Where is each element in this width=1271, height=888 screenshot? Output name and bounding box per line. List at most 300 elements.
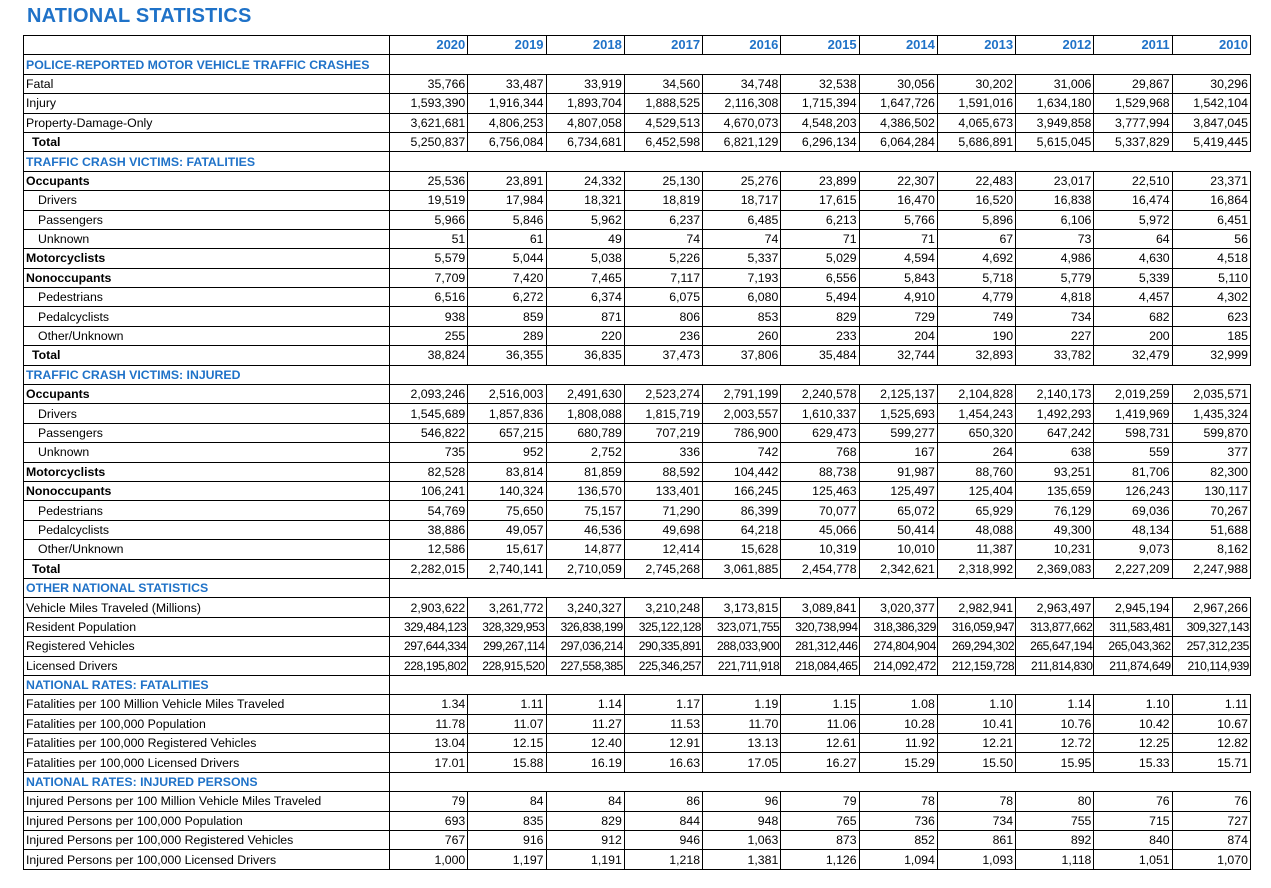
value-cell: 328,329,953 — [468, 617, 546, 636]
row-label: Resident Population — [24, 617, 390, 636]
value-cell: 104,442 — [703, 462, 781, 481]
value-cell: 227,558,385 — [546, 656, 624, 675]
value-cell: 1.11 — [1172, 695, 1250, 714]
value-cell: 34,748 — [703, 74, 781, 93]
value-cell: 10,319 — [781, 540, 859, 559]
value-cell: 5,038 — [546, 249, 624, 268]
value-cell: 23,017 — [1016, 171, 1094, 190]
value-cell: 22,510 — [1094, 171, 1172, 190]
value-cell: 88,760 — [937, 462, 1015, 481]
value-cell: 167 — [859, 443, 937, 462]
value-cell: 4,518 — [1172, 249, 1250, 268]
value-cell: 228,195,802 — [390, 656, 468, 675]
value-cell: 5,615,045 — [1016, 132, 1094, 151]
value-cell: 32,893 — [937, 346, 1015, 365]
value-cell: 73 — [1016, 229, 1094, 248]
value-cell: 81,859 — [546, 462, 624, 481]
value-cell: 734 — [937, 811, 1015, 830]
value-cell: 32,538 — [781, 74, 859, 93]
total-row — [24, 346, 1251, 365]
value-cell: 65,929 — [937, 501, 1015, 520]
value-cell: 2,282,015 — [390, 559, 468, 578]
value-cell: 5,766 — [859, 210, 937, 229]
value-cell: 297,644,334 — [390, 637, 468, 656]
section-spacer-cell — [1094, 365, 1172, 384]
value-cell: 2,125,137 — [859, 385, 937, 404]
value-cell: 1,454,243 — [937, 404, 1015, 423]
value-cell: 1,715,394 — [781, 94, 859, 113]
value-cell: 829 — [781, 307, 859, 326]
value-cell: 65,072 — [859, 501, 937, 520]
section-spacer-cell — [546, 152, 624, 171]
value-cell: 6,821,129 — [703, 132, 781, 151]
value-cell: 5,044 — [468, 249, 546, 268]
value-cell: 336 — [624, 443, 702, 462]
row-label: Passengers — [24, 423, 390, 442]
value-cell: 265,043,362 — [1094, 637, 1172, 656]
value-cell: 2,227,209 — [1094, 559, 1172, 578]
value-cell: 2,116,308 — [703, 94, 781, 113]
value-cell: 9,073 — [1094, 540, 1172, 559]
value-cell: 873 — [781, 831, 859, 850]
value-cell: 326,838,199 — [546, 617, 624, 636]
value-cell: 38,824 — [390, 346, 468, 365]
year-header: 2017 — [624, 36, 702, 55]
year-header: 2019 — [468, 36, 546, 55]
value-cell: 1,591,016 — [937, 94, 1015, 113]
value-cell: 10.67 — [1172, 714, 1250, 733]
data-row — [24, 481, 1251, 500]
value-cell: 126,243 — [1094, 481, 1172, 500]
value-cell: 912 — [546, 831, 624, 850]
row-label: Other/Unknown — [24, 540, 390, 559]
value-cell: 74 — [703, 229, 781, 248]
value-cell: 3,949,858 — [1016, 113, 1094, 132]
value-cell: 25,130 — [624, 171, 702, 190]
value-cell: 650,320 — [937, 423, 1015, 442]
value-cell: 61 — [468, 229, 546, 248]
value-cell: 11.78 — [390, 714, 468, 733]
value-cell: 4,594 — [859, 249, 937, 268]
section-spacer-cell — [468, 152, 546, 171]
value-cell: 3,210,248 — [624, 598, 702, 617]
value-cell: 852 — [859, 831, 937, 850]
value-cell: 948 — [703, 811, 781, 830]
value-cell: 49,698 — [624, 520, 702, 539]
value-cell: 12,414 — [624, 540, 702, 559]
section-spacer-cell — [624, 772, 702, 791]
value-cell: 22,483 — [937, 171, 1015, 190]
value-cell: 281,312,446 — [781, 637, 859, 656]
value-cell: 71 — [859, 229, 937, 248]
value-cell: 7,709 — [390, 268, 468, 287]
section-header-row — [24, 152, 1251, 171]
section-spacer-cell — [1094, 772, 1172, 791]
value-cell: 18,819 — [624, 191, 702, 210]
value-cell: 309,327,143 — [1172, 617, 1250, 636]
row-label: Nonoccupants — [24, 268, 390, 287]
value-cell: 220 — [546, 326, 624, 345]
value-cell: 2,516,003 — [468, 385, 546, 404]
year-header: 2013 — [937, 36, 1015, 55]
value-cell: 51,688 — [1172, 520, 1250, 539]
data-row — [24, 113, 1251, 132]
value-cell: 185 — [1172, 326, 1250, 345]
value-cell: 2,523,274 — [624, 385, 702, 404]
value-cell: 1,063 — [703, 831, 781, 850]
value-cell: 69,036 — [1094, 501, 1172, 520]
value-cell: 735 — [390, 443, 468, 462]
value-cell: 29,867 — [1094, 74, 1172, 93]
row-label: Occupants — [24, 171, 390, 190]
total-row — [24, 132, 1251, 151]
data-row — [24, 734, 1251, 753]
section-spacer-cell — [859, 152, 937, 171]
data-row — [24, 385, 1251, 404]
value-cell: 10.76 — [1016, 714, 1094, 733]
data-row — [24, 94, 1251, 113]
value-cell: 6,106 — [1016, 210, 1094, 229]
value-cell: 1,070 — [1172, 850, 1250, 869]
value-cell: 546,822 — [390, 423, 468, 442]
year-header: 2020 — [390, 36, 468, 55]
value-cell: 17.05 — [703, 753, 781, 772]
section-spacer-cell — [859, 772, 937, 791]
value-cell: 70,267 — [1172, 501, 1250, 520]
value-cell: 11,387 — [937, 540, 1015, 559]
value-cell: 32,744 — [859, 346, 937, 365]
value-cell: 736 — [859, 811, 937, 830]
value-cell: 16.27 — [781, 753, 859, 772]
section-spacer-cell — [1172, 675, 1250, 694]
row-label: Pedestrians — [24, 501, 390, 520]
value-cell: 265,647,194 — [1016, 637, 1094, 656]
value-cell: 4,457 — [1094, 288, 1172, 307]
value-cell: 3,173,815 — [703, 598, 781, 617]
value-cell: 12.21 — [937, 734, 1015, 753]
value-cell: 35,484 — [781, 346, 859, 365]
data-row — [24, 792, 1251, 811]
value-cell: 6,556 — [781, 268, 859, 287]
data-row — [24, 288, 1251, 307]
data-row — [24, 462, 1251, 481]
value-cell: 2,240,578 — [781, 385, 859, 404]
value-cell: 31,006 — [1016, 74, 1094, 93]
value-cell: 5,896 — [937, 210, 1015, 229]
value-cell: 12.82 — [1172, 734, 1250, 753]
value-cell: 75,650 — [468, 501, 546, 520]
value-cell: 4,692 — [937, 249, 1015, 268]
value-cell: 6,272 — [468, 288, 546, 307]
section-title: NATIONAL RATES: INJURED PERSONS — [24, 772, 390, 791]
data-row — [24, 423, 1251, 442]
section-spacer-cell — [390, 55, 468, 74]
section-spacer-cell — [937, 578, 1015, 597]
value-cell: 36,355 — [468, 346, 546, 365]
value-cell: 15.33 — [1094, 753, 1172, 772]
section-spacer-cell — [859, 675, 937, 694]
value-cell: 34,560 — [624, 74, 702, 93]
value-cell: 76 — [1172, 792, 1250, 811]
section-spacer-cell — [468, 578, 546, 597]
year-header-row — [24, 36, 1251, 55]
value-cell: 2,791,199 — [703, 385, 781, 404]
value-cell: 88,738 — [781, 462, 859, 481]
total-row — [24, 559, 1251, 578]
value-cell: 6,237 — [624, 210, 702, 229]
row-label: Fatalities per 100,000 Licensed Drivers — [24, 753, 390, 772]
value-cell: 49,057 — [468, 520, 546, 539]
value-cell: 46,536 — [546, 520, 624, 539]
value-cell: 24,332 — [546, 171, 624, 190]
value-cell: 1,545,689 — [390, 404, 468, 423]
value-cell: 2,140,173 — [1016, 385, 1094, 404]
data-row — [24, 249, 1251, 268]
value-cell: 13.04 — [390, 734, 468, 753]
year-header: 2018 — [546, 36, 624, 55]
value-cell: 729 — [859, 307, 937, 326]
value-cell: 1.15 — [781, 695, 859, 714]
section-spacer-cell — [624, 152, 702, 171]
section-spacer-cell — [624, 675, 702, 694]
value-cell: 54,769 — [390, 501, 468, 520]
value-cell: 15.71 — [1172, 753, 1250, 772]
value-cell: 4,670,073 — [703, 113, 781, 132]
section-spacer-cell — [390, 772, 468, 791]
value-cell: 289 — [468, 326, 546, 345]
value-cell: 88,592 — [624, 462, 702, 481]
value-cell: 49 — [546, 229, 624, 248]
value-cell: 233 — [781, 326, 859, 345]
value-cell: 1,815,719 — [624, 404, 702, 423]
value-cell: 35,766 — [390, 74, 468, 93]
value-cell: 2,104,828 — [937, 385, 1015, 404]
section-header-row — [24, 365, 1251, 384]
section-spacer-cell — [1016, 365, 1094, 384]
data-row — [24, 617, 1251, 636]
value-cell: 3,777,994 — [1094, 113, 1172, 132]
value-cell: 79 — [781, 792, 859, 811]
section-spacer-cell — [703, 578, 781, 597]
value-cell: 892 — [1016, 831, 1094, 850]
row-label: Unknown — [24, 229, 390, 248]
section-spacer-cell — [781, 55, 859, 74]
section-spacer-cell — [781, 152, 859, 171]
value-cell: 1.17 — [624, 695, 702, 714]
value-cell: 290,335,891 — [624, 637, 702, 656]
value-cell: 274,804,904 — [859, 637, 937, 656]
value-cell: 5,339 — [1094, 268, 1172, 287]
value-cell: 2,945,194 — [1094, 598, 1172, 617]
value-cell: 7,420 — [468, 268, 546, 287]
value-cell: 11.07 — [468, 714, 546, 733]
year-header: 2014 — [859, 36, 937, 55]
value-cell: 299,267,114 — [468, 637, 546, 656]
value-cell: 15,617 — [468, 540, 546, 559]
value-cell: 10,010 — [859, 540, 937, 559]
data-row — [24, 753, 1251, 772]
value-cell: 861 — [937, 831, 1015, 850]
value-cell: 70,077 — [781, 501, 859, 520]
value-cell: 7,193 — [703, 268, 781, 287]
value-cell: 4,529,513 — [624, 113, 702, 132]
row-label: Other/Unknown — [24, 326, 390, 345]
value-cell: 3,621,681 — [390, 113, 468, 132]
value-cell: 218,084,465 — [781, 656, 859, 675]
value-cell: 10,231 — [1016, 540, 1094, 559]
value-cell: 5,494 — [781, 288, 859, 307]
row-label: Nonoccupants — [24, 481, 390, 500]
value-cell: 297,036,214 — [546, 637, 624, 656]
value-cell: 4,779 — [937, 288, 1015, 307]
value-cell: 1.14 — [546, 695, 624, 714]
value-cell: 693 — [390, 811, 468, 830]
value-cell: 3,240,327 — [546, 598, 624, 617]
value-cell: 952 — [468, 443, 546, 462]
value-cell: 76 — [1094, 792, 1172, 811]
value-cell: 1,435,324 — [1172, 404, 1250, 423]
value-cell: 6,516 — [390, 288, 468, 307]
value-cell: 4,910 — [859, 288, 937, 307]
value-cell: 3,020,377 — [859, 598, 937, 617]
data-row — [24, 598, 1251, 617]
value-cell: 84 — [546, 792, 624, 811]
year-header: 2016 — [703, 36, 781, 55]
value-cell: 6,734,681 — [546, 132, 624, 151]
value-cell: 6,756,084 — [468, 132, 546, 151]
value-cell: 1,916,344 — [468, 94, 546, 113]
value-cell: 225,346,257 — [624, 656, 702, 675]
row-label: Drivers — [24, 191, 390, 210]
value-cell: 19,519 — [390, 191, 468, 210]
value-cell: 707,219 — [624, 423, 702, 442]
value-cell: 598,731 — [1094, 423, 1172, 442]
value-cell: 12.15 — [468, 734, 546, 753]
section-spacer-cell — [468, 365, 546, 384]
value-cell: 125,463 — [781, 481, 859, 500]
value-cell: 4,986 — [1016, 249, 1094, 268]
section-spacer-cell — [937, 675, 1015, 694]
section-spacer-cell — [1094, 152, 1172, 171]
value-cell: 15.29 — [859, 753, 937, 772]
value-cell: 647,242 — [1016, 423, 1094, 442]
data-row — [24, 171, 1251, 190]
value-cell: 32,479 — [1094, 346, 1172, 365]
value-cell: 680,789 — [546, 423, 624, 442]
value-cell: 130,117 — [1172, 481, 1250, 500]
row-label: Property-Damage-Only — [24, 113, 390, 132]
value-cell: 2,982,941 — [937, 598, 1015, 617]
section-spacer-cell — [390, 675, 468, 694]
value-cell: 1,419,969 — [1094, 404, 1172, 423]
value-cell: 50,414 — [859, 520, 937, 539]
value-cell: 236 — [624, 326, 702, 345]
value-cell: 1,094 — [859, 850, 937, 869]
section-spacer-cell — [937, 152, 1015, 171]
section-title: TRAFFIC CRASH VICTIMS: INJURED — [24, 365, 390, 384]
value-cell: 78 — [937, 792, 1015, 811]
row-label: Fatal — [24, 74, 390, 93]
value-cell: 211,874,649 — [1094, 656, 1172, 675]
value-cell: 30,056 — [859, 74, 937, 93]
value-cell: 48,134 — [1094, 520, 1172, 539]
section-spacer-cell — [546, 578, 624, 597]
value-cell: 320,738,994 — [781, 617, 859, 636]
value-cell: 125,404 — [937, 481, 1015, 500]
data-row — [24, 229, 1251, 248]
section-title: TRAFFIC CRASH VICTIMS: FATALITIES — [24, 152, 390, 171]
value-cell: 5,966 — [390, 210, 468, 229]
value-cell: 212,159,728 — [937, 656, 1015, 675]
row-label: Occupants — [24, 385, 390, 404]
value-cell: 2,745,268 — [624, 559, 702, 578]
value-cell: 10.41 — [937, 714, 1015, 733]
value-cell: 829 — [546, 811, 624, 830]
value-cell: 5,718 — [937, 268, 1015, 287]
data-row — [24, 191, 1251, 210]
value-cell: 16,520 — [937, 191, 1015, 210]
value-cell: 5,337 — [703, 249, 781, 268]
value-cell: 227 — [1016, 326, 1094, 345]
value-cell: 767 — [390, 831, 468, 850]
section-spacer-cell — [1016, 578, 1094, 597]
data-row — [24, 656, 1251, 675]
data-row — [24, 520, 1251, 539]
row-label: Drivers — [24, 404, 390, 423]
value-cell: 15,628 — [703, 540, 781, 559]
value-cell: 623 — [1172, 307, 1250, 326]
section-spacer-cell — [1172, 578, 1250, 597]
section-spacer-cell — [1172, 152, 1250, 171]
section-spacer-cell — [781, 772, 859, 791]
section-spacer-cell — [703, 152, 781, 171]
value-cell: 11.70 — [703, 714, 781, 733]
value-cell: 5,686,891 — [937, 132, 1015, 151]
value-cell: 33,487 — [468, 74, 546, 93]
value-cell: 5,226 — [624, 249, 702, 268]
value-cell: 2,740,141 — [468, 559, 546, 578]
section-spacer-cell — [937, 772, 1015, 791]
value-cell: 3,089,841 — [781, 598, 859, 617]
data-row — [24, 210, 1251, 229]
value-cell: 6,064,284 — [859, 132, 937, 151]
value-cell: 5,250,837 — [390, 132, 468, 151]
value-cell: 682 — [1094, 307, 1172, 326]
value-cell: 559 — [1094, 443, 1172, 462]
value-cell: 33,919 — [546, 74, 624, 93]
value-cell: 1,893,704 — [546, 94, 624, 113]
value-cell: 6,080 — [703, 288, 781, 307]
value-cell: 36,835 — [546, 346, 624, 365]
row-label: Pedalcyclists — [24, 307, 390, 326]
row-label: Total — [24, 559, 390, 578]
value-cell: 6,452,598 — [624, 132, 702, 151]
section-spacer-cell — [859, 55, 937, 74]
value-cell: 874 — [1172, 831, 1250, 850]
value-cell: 16,838 — [1016, 191, 1094, 210]
section-spacer-cell — [781, 578, 859, 597]
value-cell: 5,419,445 — [1172, 132, 1250, 151]
value-cell: 76,129 — [1016, 501, 1094, 520]
year-header: 2015 — [781, 36, 859, 55]
value-cell: 30,202 — [937, 74, 1015, 93]
section-header-row — [24, 578, 1251, 597]
data-row — [24, 831, 1251, 850]
value-cell: 316,059,947 — [937, 617, 1015, 636]
section-spacer-cell — [1094, 55, 1172, 74]
value-cell: 599,277 — [859, 423, 937, 442]
value-cell: 136,570 — [546, 481, 624, 500]
